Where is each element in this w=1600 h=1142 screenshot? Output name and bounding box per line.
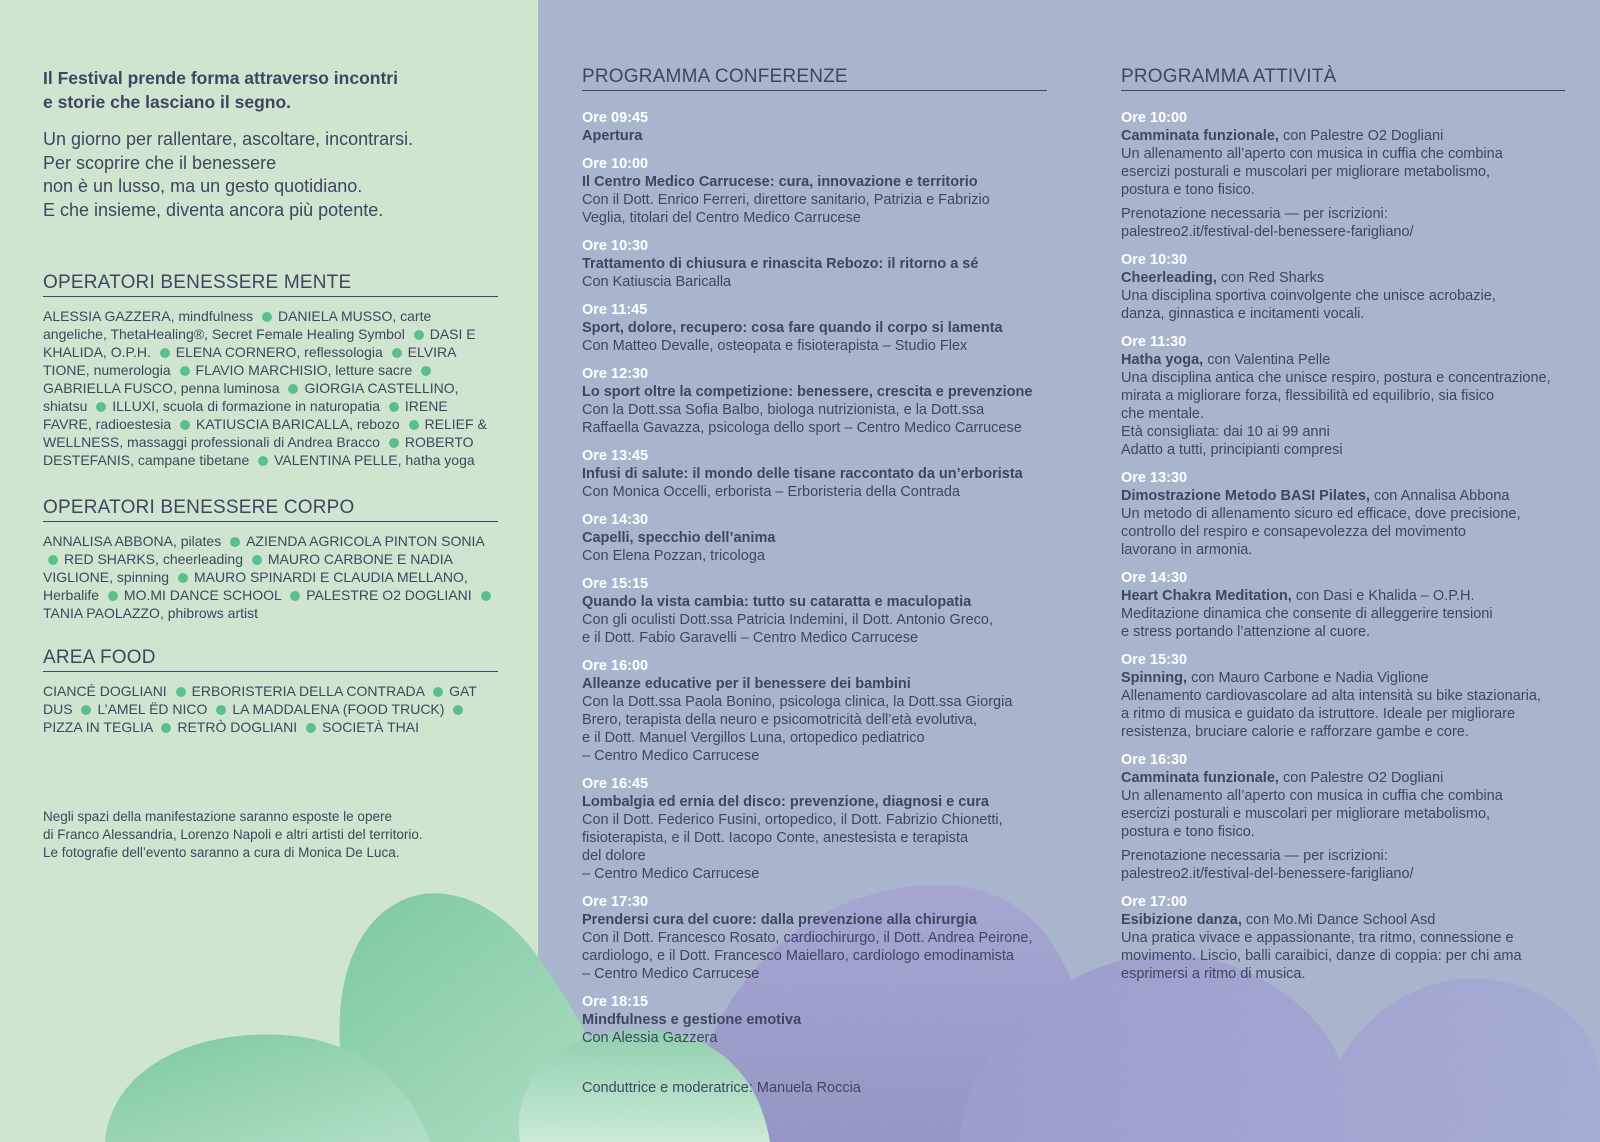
registration-note-line: palestreo2.it/festival-del-benessere-farigliano/ bbox=[1121, 224, 1414, 240]
separator-dot bbox=[216, 705, 226, 715]
conferences-column bbox=[582, 66, 1047, 1097]
operator-role: shiatsu bbox=[43, 398, 88, 414]
activity-description-line: movimento. Liscio, balli caraibici, danze di coppia: per chi ama bbox=[1121, 948, 1522, 964]
operator-role: reflessologia bbox=[304, 344, 383, 360]
event-title: Quando la vista cambia: tutto su cataratta e maculopatia bbox=[582, 594, 972, 610]
event-time: Ore 09:45 bbox=[582, 110, 649, 126]
separator-dot bbox=[433, 687, 443, 697]
event-title: Apertura bbox=[582, 128, 643, 144]
credits-note: Negli spazi della manifestazione saranno esposte le opere di Franco Alessandria, Lorenzo Napoli e altri artisti del territorio. Le fotografie dell’evento saranno a cura di Monica De Luca. bbox=[43, 809, 423, 860]
event-speakers-line: Veglia, titolari del Centro Medico Carrucese bbox=[582, 210, 861, 226]
event-speakers-line: e il Dott. Manuel Vergillos Luna, ortopedico pediatrico bbox=[582, 730, 925, 746]
food-item: ERBORISTERIA DELLA CONTRADA bbox=[191, 683, 425, 699]
registration-note-line: palestreo2.it/festival-del-benessere-farigliano/ bbox=[1121, 866, 1414, 882]
event-speakers bbox=[582, 273, 1047, 291]
food-item: GAT DUS bbox=[43, 683, 477, 717]
event-speakers bbox=[582, 401, 1047, 437]
operator-role: penna luminosa bbox=[180, 380, 280, 396]
activity-time: Ore 15:30 bbox=[1121, 652, 1188, 668]
activity-host: con Red Sharks bbox=[1216, 270, 1325, 286]
conference-item bbox=[582, 775, 1047, 883]
separator-dot bbox=[288, 384, 298, 394]
activity-time: Ore 10:00 bbox=[1121, 110, 1188, 126]
activity-description bbox=[1121, 369, 1565, 459]
activity-title: Camminata funzionale, bbox=[1121, 128, 1279, 144]
event-title: Lo sport oltre la competizione: benessere, crescita e prevenzione bbox=[582, 384, 1033, 400]
operator-name: DASI E KHALIDA bbox=[43, 326, 476, 360]
event-speakers-line: Raffaella Gavazza, psicologa dello sport – Centro Medico Carrucese bbox=[582, 420, 1022, 436]
activity-title-line bbox=[1121, 669, 1565, 687]
separator-dot bbox=[230, 537, 240, 547]
event-speakers-line: Con Elena Pozzan, tricologa bbox=[582, 548, 765, 564]
activity-title-line bbox=[1121, 269, 1565, 287]
operator-name: PALESTRE O2 DOGLIANI bbox=[306, 587, 472, 603]
event-speakers-line: Con il Dott. Federico Fusini, ortopedico, il Dott. Fabrizio Chionetti, bbox=[582, 812, 1003, 828]
activity-description-line: Un allenamento all’aperto con musica in cuffia che combina bbox=[1121, 146, 1503, 162]
moderator-note: Conduttrice e moderatrice: Manuela Roccia bbox=[582, 1080, 861, 1096]
registration-note bbox=[1121, 205, 1565, 241]
activity-title-line bbox=[1121, 587, 1565, 605]
operator-role: campane tibetane bbox=[137, 452, 250, 468]
activity-description-line: Una pratica vivace e appassionante, tra ritmo, connessione e bbox=[1121, 930, 1514, 946]
separator-dot bbox=[96, 402, 106, 412]
event-time: Ore 17:30 bbox=[582, 894, 649, 910]
operator-name: FLAVIO MARCHISIO bbox=[195, 362, 328, 378]
event-speakers-line: Con la Dott.ssa Paola Bonino, psicologa clinica, la Dott.ssa Giorgia bbox=[582, 694, 1013, 710]
activity-description bbox=[1121, 929, 1565, 983]
operator-name: MO.MI DANCE SCHOOL bbox=[123, 587, 282, 603]
event-speakers-line: Con Monica Occelli, erborista – Erboristeria della Contrada bbox=[582, 484, 960, 500]
activity-description-line: resistenza, bruciare calorie e rafforzare gambe e core. bbox=[1121, 724, 1469, 740]
event-title: Mindfulness e gestione emotiva bbox=[582, 1012, 802, 1028]
event-speakers-line: e il Dott. Fabio Garavelli – Centro Medico Carrucese bbox=[582, 630, 919, 646]
food-item: SOCIETÀ THAI bbox=[322, 719, 420, 735]
event-time: Ore 10:00 bbox=[582, 156, 649, 172]
operator-name: IRENE FAVRE bbox=[43, 398, 448, 432]
activity-description-line: lavorano in armonia. bbox=[1121, 542, 1253, 558]
activity-item bbox=[1121, 469, 1565, 559]
activity-title: Heart Chakra Meditation, bbox=[1121, 588, 1292, 604]
food-item: RETRÒ DOGLIANI bbox=[177, 719, 298, 735]
activity-title: Esibizione danza, bbox=[1121, 912, 1242, 928]
separator-dot bbox=[481, 591, 491, 601]
operator-name: TANIA PAOLAZZO bbox=[43, 605, 160, 621]
event-speakers-line: Brero, terapista della neuro e psicomotricità dell’età evolutiva, bbox=[582, 712, 977, 728]
activity-description-line: Meditazione dinamica che consente di alleggerire tensioni bbox=[1121, 606, 1493, 622]
event-speakers bbox=[582, 337, 1047, 355]
operator-role: scuola di formazione in naturopatia bbox=[162, 398, 380, 414]
activity-description-line: Una disciplina sportiva coinvolgente che unisce acrobazie, bbox=[1121, 288, 1496, 304]
activity-host: con Annalisa Abbona bbox=[1369, 488, 1510, 504]
activity-description bbox=[1121, 605, 1565, 641]
separator-dot bbox=[176, 687, 186, 697]
food-item: LA MADDALENA (FOOD TRUCK) bbox=[232, 701, 445, 717]
activity-time: Ore 13:30 bbox=[1121, 470, 1188, 486]
conference-item bbox=[582, 575, 1047, 647]
operator-role: numerologia bbox=[93, 362, 171, 378]
activity-item bbox=[1121, 333, 1565, 459]
separator-dot bbox=[160, 348, 170, 358]
registration-note-line: Prenotazione necessaria — per iscrizioni: bbox=[1121, 206, 1388, 222]
conference-item bbox=[582, 155, 1047, 227]
activity-title-line bbox=[1121, 127, 1565, 145]
operator-name: ELVIRA TIONE bbox=[43, 344, 456, 378]
conferences-list bbox=[582, 109, 1047, 1047]
section-title-corpo: OPERATORI BENESSERE CORPO bbox=[43, 497, 498, 522]
event-time: Ore 15:15 bbox=[582, 576, 649, 592]
activity-item bbox=[1121, 569, 1565, 641]
separator-dot bbox=[262, 312, 272, 322]
event-title: Sport, dolore, recupero: cosa fare quando il corpo si lamenta bbox=[582, 320, 1003, 336]
operator-name: KATIUSCIA BARICALLA bbox=[196, 416, 350, 432]
event-speakers bbox=[582, 611, 1047, 647]
activity-host: con Palestre O2 Dogliani bbox=[1278, 770, 1444, 786]
conference-item bbox=[582, 511, 1047, 565]
operator-role: spinning bbox=[116, 569, 170, 585]
activity-item bbox=[1121, 651, 1565, 741]
event-speakers bbox=[582, 1029, 1047, 1047]
event-speakers-line: cardiologo, e il Dott. Francesco Maiellaro, cardiologo emodinamista bbox=[582, 948, 1014, 964]
operator-role: carte angeliche, ThetaHealing®, Secret Female Healing Symbol bbox=[43, 308, 432, 342]
event-title: Capelli, specchio dell’anima bbox=[582, 530, 776, 546]
activity-item bbox=[1121, 893, 1565, 983]
separator-dot bbox=[108, 591, 118, 601]
event-speakers bbox=[582, 929, 1047, 983]
activity-description-line: Un metodo di allenamento sicuro ed efficace, dove precisione, bbox=[1121, 506, 1521, 522]
operator-name: ALESSIA GAZZERA bbox=[43, 308, 171, 324]
activity-description-line: postura e tono fisico. bbox=[1121, 182, 1255, 198]
separator-dot bbox=[414, 330, 424, 340]
activity-description-line: postura e tono fisico. bbox=[1121, 824, 1255, 840]
activity-description-line: esprimersi a ritmo di musica. bbox=[1121, 966, 1306, 982]
operator-name: RELIEF & WELLNESS bbox=[43, 416, 487, 450]
registration-note bbox=[1121, 847, 1565, 883]
conference-item bbox=[582, 365, 1047, 437]
separator-dot bbox=[252, 555, 262, 565]
separator-dot bbox=[453, 705, 463, 715]
conference-item bbox=[582, 237, 1047, 291]
separator-dot bbox=[392, 348, 402, 358]
event-title: Lombalgia ed ernia del disco: prevenzione, diagnosi e cura bbox=[582, 794, 989, 810]
operator-name: VALENTINA PELLE bbox=[274, 452, 398, 468]
activity-host: con Valentina Pelle bbox=[1203, 352, 1331, 368]
activity-description-line: danza, ginnastica e incitamenti vocali. bbox=[1121, 306, 1365, 322]
operator-name: MAURO SPINARDI E CLAUDIA MELLANO bbox=[193, 569, 464, 585]
event-time: Ore 11:45 bbox=[582, 302, 648, 318]
activity-time: Ore 10:30 bbox=[1121, 252, 1188, 268]
activities-column bbox=[1121, 66, 1565, 983]
event-speakers-line: Con Matteo Devalle, osteopata e fisioterapista – Studio Flex bbox=[582, 338, 968, 354]
event-speakers bbox=[582, 191, 1047, 227]
conference-item bbox=[582, 993, 1047, 1047]
operator-name: DANIELA MUSSO bbox=[277, 308, 393, 324]
operator-name: ELENA CORNERO bbox=[175, 344, 297, 360]
left-column bbox=[43, 66, 498, 862]
event-speakers-line: Con Katiuscia Baricalla bbox=[582, 274, 732, 290]
activity-title: Hatha yoga, bbox=[1121, 352, 1204, 368]
event-speakers-line: – Centro Medico Carrucese bbox=[582, 748, 760, 764]
food-list bbox=[43, 682, 498, 736]
section-title-mente: OPERATORI BENESSERE MENTE bbox=[43, 272, 498, 297]
activity-description-line: esercizi posturali e muscolari per migliorare metabolismo, bbox=[1121, 164, 1491, 180]
operator-name: RED SHARKS bbox=[64, 551, 156, 567]
event-speakers-line: – Centro Medico Carrucese bbox=[582, 866, 760, 882]
activity-description-line: che mentale. bbox=[1121, 406, 1205, 422]
activity-host: con Mauro Carbone e Nadia Viglione bbox=[1187, 670, 1429, 686]
activity-description-line: e stress portando l’attenzione al cuore. bbox=[1121, 624, 1371, 640]
activities-list bbox=[1121, 109, 1565, 983]
event-time: Ore 10:30 bbox=[582, 238, 649, 254]
conference-item bbox=[582, 893, 1047, 983]
event-time: Ore 13:45 bbox=[582, 448, 649, 464]
activity-time: Ore 11:30 bbox=[1121, 334, 1187, 350]
separator-dot bbox=[161, 723, 171, 733]
activity-host: con Palestre O2 Dogliani bbox=[1278, 128, 1444, 144]
event-speakers-line: fisioterapista, e il Dott. Iacopo Conte, anestesista e terapista bbox=[582, 830, 969, 846]
conference-item bbox=[582, 447, 1047, 501]
operator-role: radioestesia bbox=[95, 416, 172, 432]
activity-item bbox=[1121, 751, 1565, 883]
event-title: Il Centro Medico Carrucese: cura, innovazione e territorio bbox=[582, 174, 978, 190]
operator-role: O.P.H. bbox=[110, 344, 151, 360]
separator-dot bbox=[421, 366, 431, 376]
event-speakers bbox=[582, 547, 1047, 565]
separator-dot bbox=[180, 420, 190, 430]
section-title-attivita: PROGRAMMA ATTIVITÀ bbox=[1121, 66, 1565, 91]
activity-title: Dimostrazione Metodo BASI Pilates, bbox=[1121, 488, 1370, 504]
activity-description-line: Adatto a tutti, principianti compresi bbox=[1121, 442, 1343, 458]
event-speakers-line: Con il Dott. Francesco Rosato, cardiochirurgo, il Dott. Andrea Peirone, bbox=[582, 930, 1033, 946]
event-time: Ore 18:15 bbox=[582, 994, 649, 1010]
event-title: Infusi di salute: il mondo delle tisane raccontato da un’erborista bbox=[582, 466, 1023, 482]
food-item: PIZZA IN TEGLIA bbox=[43, 719, 153, 735]
operator-name: AZIENDA AGRICOLA PINTON SONIA bbox=[246, 533, 484, 549]
section-title-conferenze: PROGRAMMA CONFERENZE bbox=[582, 66, 1047, 91]
operator-role: massaggi professionali di Andrea Bracco bbox=[127, 434, 380, 450]
event-title: Alleanze educative per il benessere dei bambini bbox=[582, 676, 911, 692]
event-time: Ore 14:30 bbox=[582, 512, 649, 528]
operator-name: ANNALISA ABBONA bbox=[43, 533, 173, 549]
event-title: Trattamento di chiusura e rinascita Rebozo: il ritorno a sé bbox=[582, 256, 979, 272]
event-speakers-line: del dolore bbox=[582, 848, 646, 864]
separator-dot bbox=[81, 705, 91, 715]
activity-description-line: Una disciplina antica che unisce respiro, postura e concentrazione, bbox=[1121, 370, 1551, 386]
operator-role: hatha yoga bbox=[405, 452, 475, 468]
operator-role: cheerleading bbox=[162, 551, 243, 567]
separator-dot bbox=[178, 573, 188, 583]
separator-dot bbox=[48, 555, 58, 565]
operator-name: ROBERTO DESTEFANIS bbox=[43, 434, 474, 468]
conference-item bbox=[582, 109, 1047, 145]
separator-dot bbox=[389, 438, 399, 448]
activity-time: Ore 14:30 bbox=[1121, 570, 1188, 586]
activity-description bbox=[1121, 687, 1565, 741]
operators-corpo-list: ANNALISA ABBONA, pilates AZIENDA AGRICOLA PINTON SONIA RED SHARKS, cheerleading MAURO CARBONE E NADIA VIGLIONE, spinning MAURO SPINARDI E CLAUDIA MELLANO, Herbalife MO.MI DANCE SCHOOL PALESTRE O2 DOGLIANI TANIA PAOLAZZO, phibrows artist bbox=[43, 532, 498, 622]
separator-dot bbox=[409, 420, 419, 430]
event-time: Ore 16:45 bbox=[582, 776, 649, 792]
activity-time: Ore 17:00 bbox=[1121, 894, 1188, 910]
activity-description-line: controllo del respiro e consapevolezza del movimento bbox=[1121, 524, 1466, 540]
activity-host: con Mo.Mi Dance School Asd bbox=[1241, 912, 1436, 928]
event-speakers-line: Con gli oculisti Dott.ssa Patricia Indemini, il Dott. Antonio Greco, bbox=[582, 612, 994, 628]
event-title: Prendersi cura del cuore: dalla prevenzione alla chirurgia bbox=[582, 912, 977, 928]
operator-role: Herbalife bbox=[43, 587, 100, 603]
activity-title-line bbox=[1121, 911, 1565, 929]
activity-description bbox=[1121, 145, 1565, 199]
activity-title-line bbox=[1121, 769, 1565, 787]
activity-description-line: esercizi posturali e muscolari per migliorare metabolismo, bbox=[1121, 806, 1491, 822]
intro-body: Un giorno per rallentare, ascoltare, incontrarsi. Per scoprire che il benessere non è un lusso, ma un gesto quotidiano. E che insieme, diventa ancora più potente. bbox=[43, 129, 414, 220]
event-speakers bbox=[582, 811, 1047, 883]
activity-title: Camminata funzionale, bbox=[1121, 770, 1279, 786]
operators-mente-list: ALESSIA GAZZERA, mindfulness DANIELA MUSSO, carte angeliche, ThetaHealing®, Secret Female Healing Symbol DASI E KHALIDA, O.P.H. ELENA CORNERO, reflessologia ELVIRA TIONE, numerologia FLAVIO MARCHISIO, letture sacre GABRIELLA FUSCO, penna luminosa GIORGIA CASTELLINO, shiatsu ILLUXI, scuola di formazione in naturopatia IRENE FAVRE, radioestesia KATIUSCIA BARICALLA, rebozo RELIEF & WELLNESS, massaggi professionali di Andrea Bracco ROBERTO DESTEFANIS, campane tibetane VALENTINA PELLE, hatha yoga bbox=[43, 308, 487, 468]
activity-description-line: a ritmo di musica e guidato da istruttore. Ideale per migliorare bbox=[1121, 706, 1516, 722]
conference-item bbox=[582, 657, 1047, 765]
activity-host: con Dasi e Khalida – O.P.H. bbox=[1291, 588, 1475, 604]
activity-title-line bbox=[1121, 351, 1565, 369]
event-speakers-line: Con Alessia Gazzera bbox=[582, 1030, 718, 1046]
separator-dot bbox=[306, 723, 316, 733]
activity-time: Ore 16:30 bbox=[1121, 752, 1188, 768]
operator-role: pilates bbox=[180, 533, 222, 549]
event-speakers bbox=[582, 693, 1047, 765]
section-title-food: AREA FOOD bbox=[43, 647, 498, 672]
operator-name: GIORGIA CASTELLINO bbox=[304, 380, 455, 396]
event-speakers bbox=[582, 483, 1047, 501]
operator-role: mindfulness bbox=[178, 308, 254, 324]
registration-note-line: Prenotazione necessaria — per iscrizioni: bbox=[1121, 848, 1388, 864]
activity-description-line: Allenamento cardiovascolare ad alta intensità su bike stazionaria, bbox=[1121, 688, 1541, 704]
activity-description-line: mirata a migliorare forza, flessibilità ed equilibrio, sia fisico bbox=[1121, 388, 1495, 404]
activity-title: Spinning, bbox=[1121, 670, 1188, 686]
separator-dot bbox=[389, 402, 399, 412]
activity-description-line: Un allenamento all’aperto con musica in cuffia che combina bbox=[1121, 788, 1503, 804]
operator-role: phibrows artist bbox=[167, 605, 258, 621]
activity-title-line bbox=[1121, 487, 1565, 505]
operator-name: MAURO CARBONE E NADIA VIGLIONE bbox=[43, 551, 453, 585]
activity-description bbox=[1121, 287, 1565, 323]
operator-role: rebozo bbox=[356, 416, 400, 432]
operator-name: GABRIELLA FUSCO bbox=[43, 380, 173, 396]
activity-item bbox=[1121, 109, 1565, 241]
activity-title: Cheerleading, bbox=[1121, 270, 1217, 286]
operator-name: ILLUXI bbox=[112, 398, 156, 414]
activity-description bbox=[1121, 787, 1565, 841]
food-item: L’AMEL ËD NICO bbox=[97, 701, 208, 717]
separator-dot bbox=[290, 591, 300, 601]
conference-item bbox=[582, 301, 1047, 355]
activity-item bbox=[1121, 251, 1565, 323]
event-speakers-line: Con la Dott.ssa Sofia Balbo, biologa nutrizionista, e la Dott.ssa bbox=[582, 402, 985, 418]
operator-role: letture sacre bbox=[335, 362, 413, 378]
event-time: Ore 12:30 bbox=[582, 366, 649, 382]
event-speakers-line: Con il Dott. Enrico Ferreri, direttore sanitario, Patrizia e Fabrizio bbox=[582, 192, 990, 208]
separator-dot bbox=[258, 456, 268, 466]
event-time: Ore 16:00 bbox=[582, 658, 649, 674]
event-speakers-line: – Centro Medico Carrucese bbox=[582, 966, 760, 982]
intro-lead: Il Festival prende forma attraverso incontri e storie che lasciano il segno. bbox=[43, 68, 398, 112]
food-item: CIANCÉ DOGLIANI bbox=[43, 683, 167, 699]
activity-description-line: Età consigliata: dai 10 ai 99 anni bbox=[1121, 424, 1330, 440]
separator-dot bbox=[180, 366, 190, 376]
activity-description bbox=[1121, 505, 1565, 559]
